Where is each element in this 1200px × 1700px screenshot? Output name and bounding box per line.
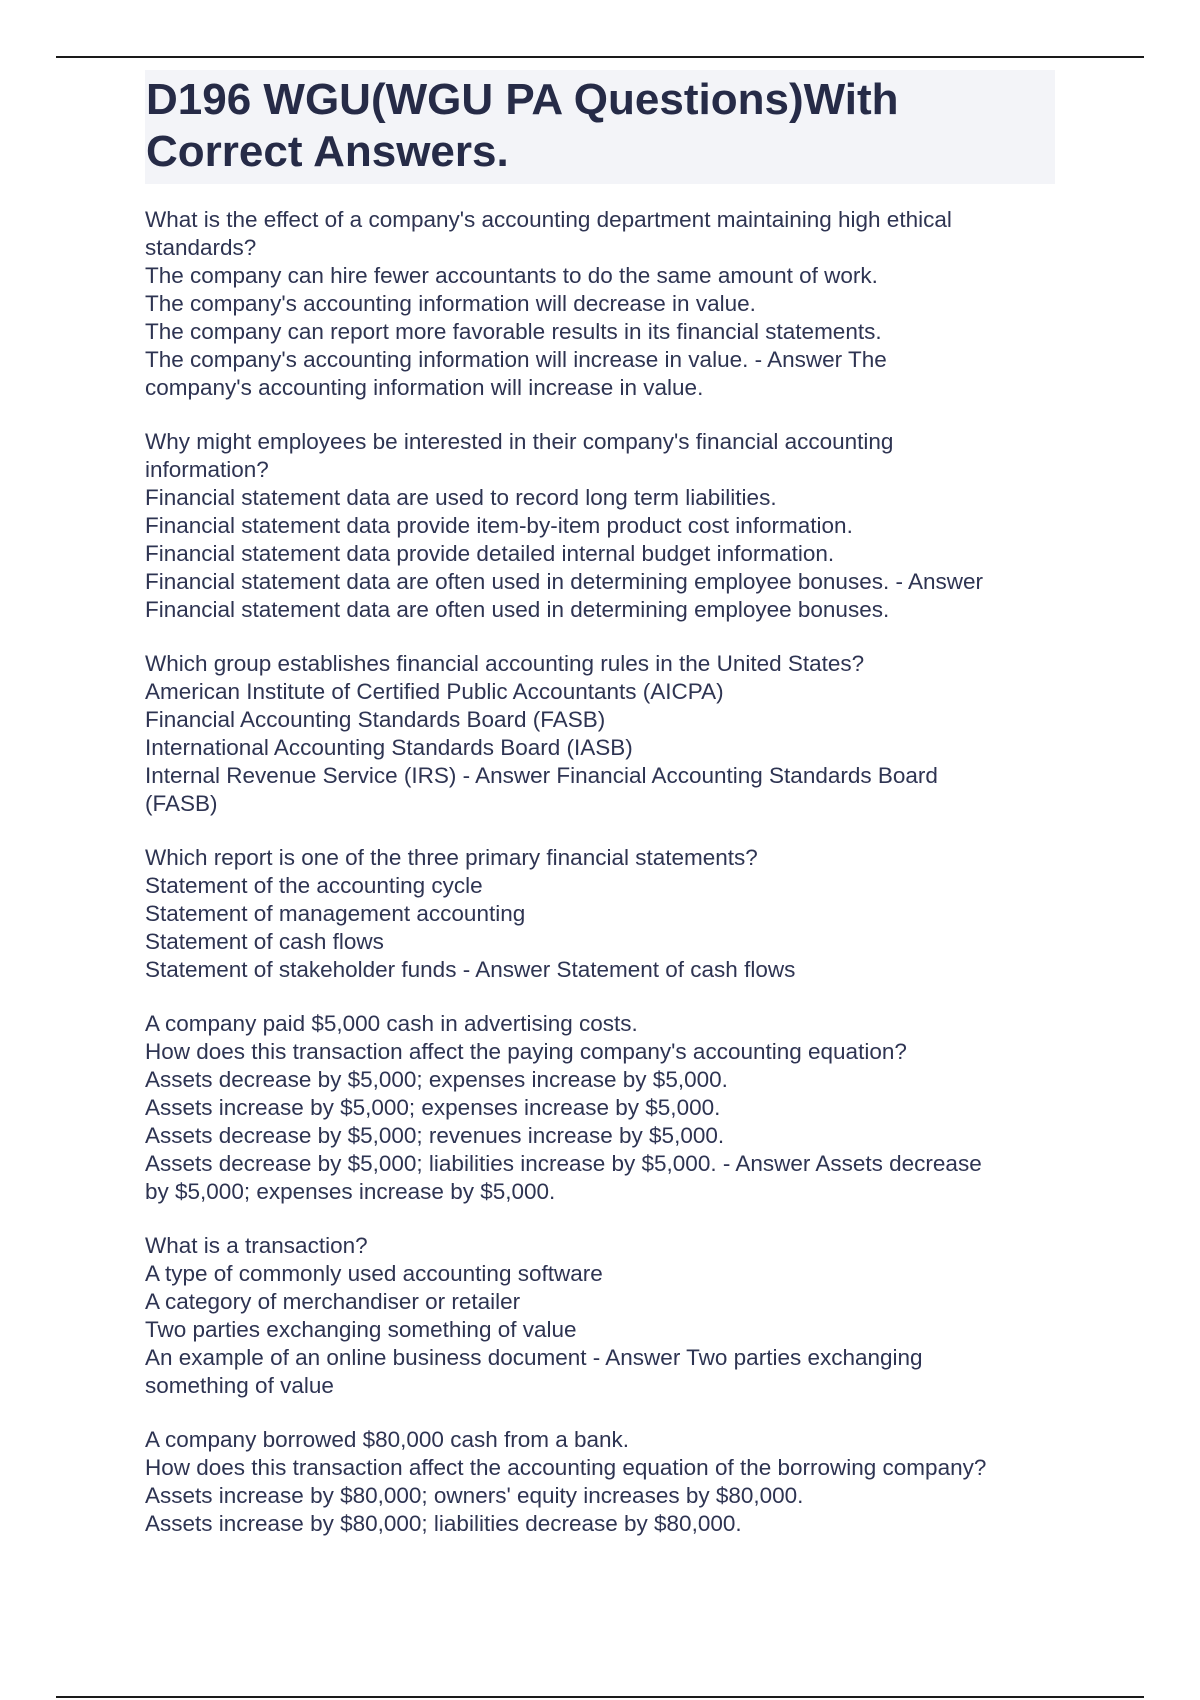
- answer-text-line: Internal Revenue Service (IRS) - Answer Financial Accounting Standards Board: [145, 763, 938, 788]
- question-block: [145, 1010, 1055, 1206]
- question-text-line: Which group establishes financial accounting rules in the United States?: [145, 651, 865, 676]
- answer-text-line: How does this transaction affect the paying company's accounting equation?: [145, 1039, 907, 1064]
- answer-text-line: company's accounting information will increase in value.: [145, 375, 704, 400]
- question-text-line: Why might employees be interested in their company's financial accounting: [145, 429, 894, 454]
- title-block: [145, 70, 1055, 184]
- question-text-line: A company paid $5,000 cash in advertising costs.: [145, 1011, 638, 1036]
- document-title: [146, 74, 1049, 178]
- answer-text-line: Assets increase by $80,000; liabilities decrease by $80,000.: [145, 1511, 742, 1536]
- answer-text-line: Statement of the accounting cycle: [145, 873, 483, 898]
- answer-text-line: Statement of stakeholder funds - Answer Statement of cash flows: [145, 957, 796, 982]
- answer-text-line: (FASB): [145, 791, 218, 816]
- bottom-rule: [56, 1696, 1144, 1698]
- answer-text-line: The company can hire fewer accountants to do the same amount of work.: [145, 263, 878, 288]
- question-block: [145, 1232, 1055, 1400]
- answer-text-line: Financial statement data provide item-by-item product cost information.: [145, 513, 853, 538]
- answer-text-line: An example of an online business document - Answer Two parties exchanging: [145, 1345, 923, 1370]
- question-list: [145, 206, 1055, 1538]
- question-text-line: What is a transaction?: [145, 1233, 368, 1258]
- answer-text-line: Assets increase by $5,000; expenses increase by $5,000.: [145, 1095, 721, 1120]
- answer-text-line: A category of merchandiser or retailer: [145, 1289, 521, 1314]
- answer-text-line: information?: [145, 457, 269, 482]
- answer-text-line: The company's accounting information will increase in value. - Answer The: [145, 347, 887, 372]
- answer-text-line: Two parties exchanging something of value: [145, 1317, 577, 1342]
- question-block: [145, 1426, 1055, 1538]
- answer-text-line: Statement of cash flows: [145, 929, 384, 954]
- question-block: [145, 206, 1055, 402]
- answer-text-line: Statement of management accounting: [145, 901, 526, 926]
- answer-text-line: standards?: [145, 235, 257, 260]
- answer-text-line: How does this transaction affect the accounting equation of the borrowing company?: [145, 1455, 987, 1480]
- title-line-1: D196 WGU(WGU PA Questions)With: [146, 75, 899, 124]
- answer-text-line: by $5,000; expenses increase by $5,000.: [145, 1179, 556, 1204]
- document-page: [145, 70, 1055, 1564]
- answer-text-line: American Institute of Certified Public Accountants (AICPA): [145, 679, 724, 704]
- answer-text-line: International Accounting Standards Board (IASB): [145, 735, 633, 760]
- answer-text-line: Financial statement data are often used in determining employee bonuses. - Answer: [145, 569, 983, 594]
- title-line-2: Correct Answers.: [146, 127, 509, 176]
- answer-text-line: Financial statement data are often used in determining employee bonuses.: [145, 597, 890, 622]
- answer-text-line: Assets decrease by $5,000; expenses increase by $5,000.: [145, 1067, 728, 1092]
- answer-text-line: Financial statement data provide detailed internal budget information.: [145, 541, 835, 566]
- answer-text-line: Financial Accounting Standards Board (FASB): [145, 707, 606, 732]
- answer-text-line: Financial statement data are used to record long term liabilities.: [145, 485, 777, 510]
- answer-text-line: Assets increase by $80,000; owners' equity increases by $80,000.: [145, 1483, 804, 1508]
- answer-text-line: something of value: [145, 1373, 334, 1398]
- answer-text-line: The company's accounting information will decrease in value.: [145, 291, 756, 316]
- question-text-line: What is the effect of a company's accounting department maintaining high ethical: [145, 207, 952, 232]
- question-block: [145, 650, 1055, 818]
- question-block: [145, 428, 1055, 624]
- answer-text-line: Assets decrease by $5,000; liabilities increase by $5,000. - Answer Assets decrease: [145, 1151, 982, 1176]
- question-block: [145, 844, 1055, 984]
- answer-text-line: A type of commonly used accounting software: [145, 1261, 603, 1286]
- question-text-line: A company borrowed $80,000 cash from a bank.: [145, 1427, 630, 1452]
- answer-text-line: The company can report more favorable results in its financial statements.: [145, 319, 882, 344]
- top-rule: [56, 56, 1144, 58]
- answer-text-line: Assets decrease by $5,000; revenues increase by $5,000.: [145, 1123, 725, 1148]
- question-text-line: Which report is one of the three primary financial statements?: [145, 845, 758, 870]
